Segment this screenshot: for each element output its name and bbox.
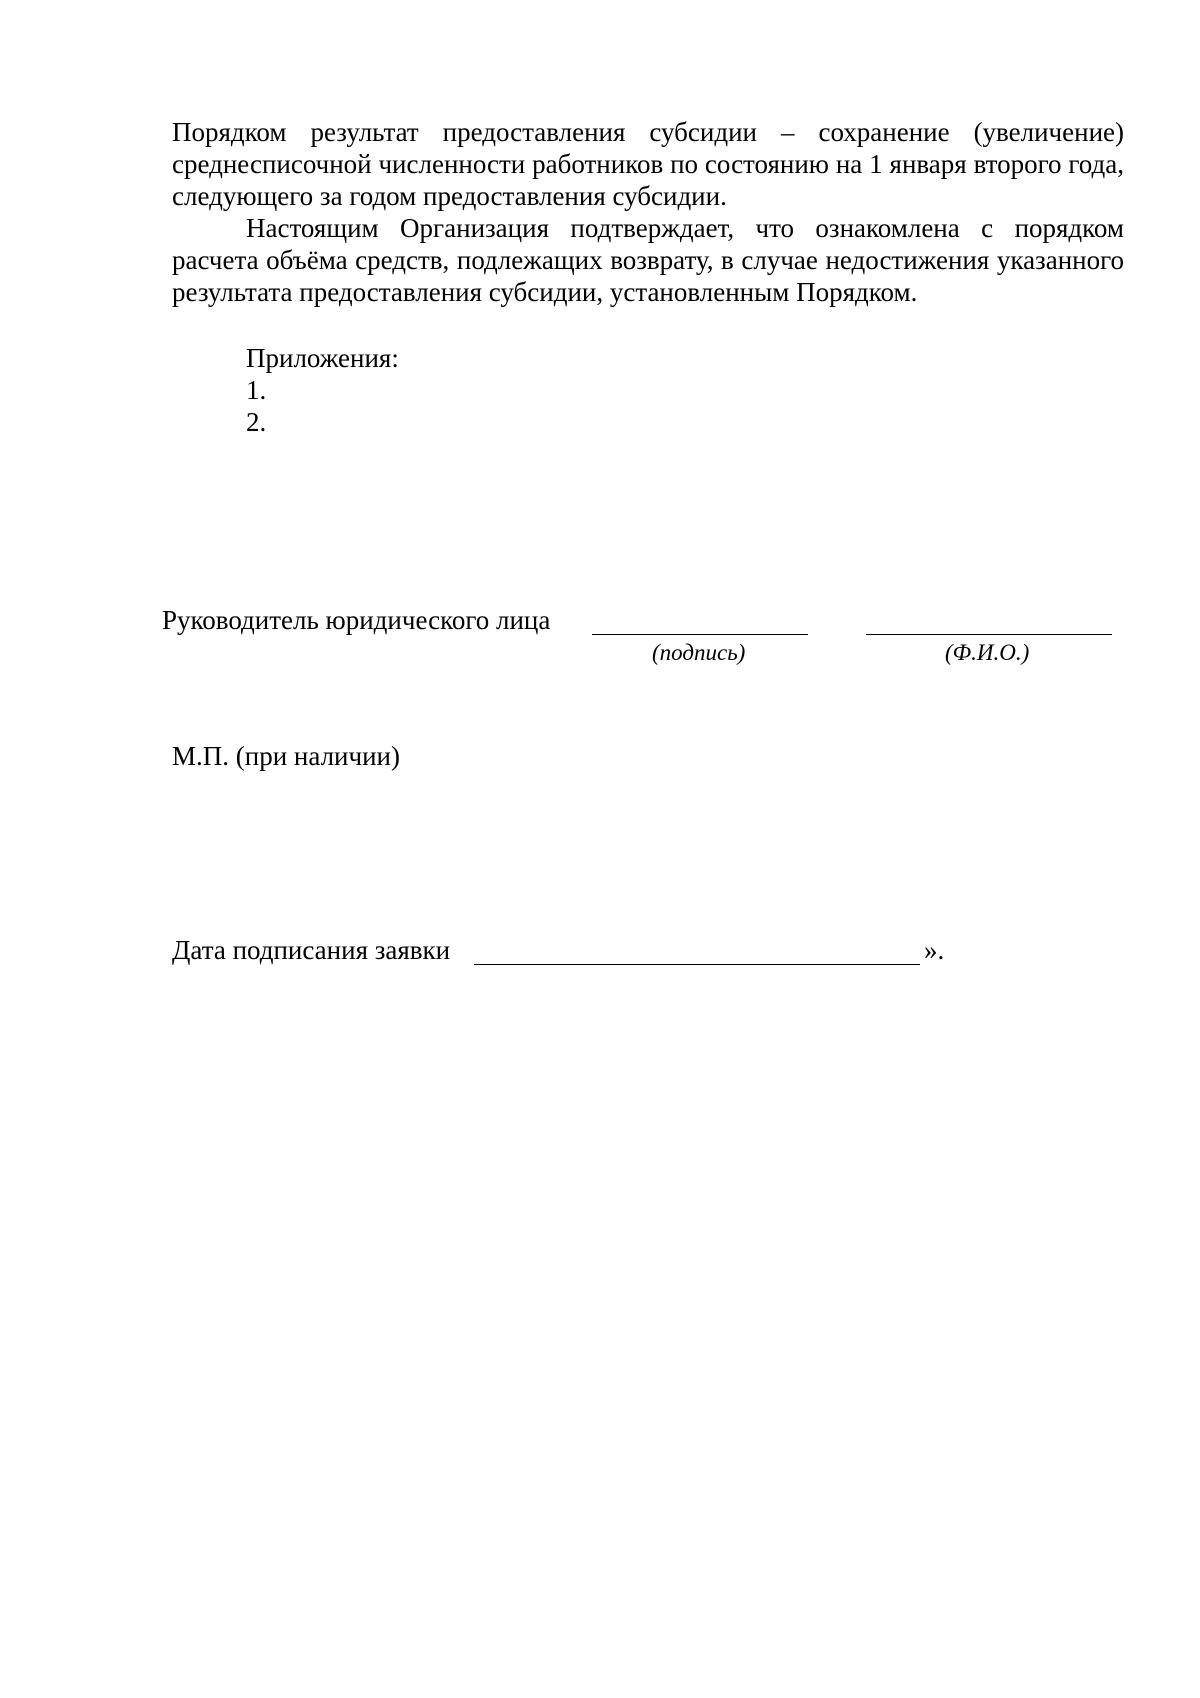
stamp-note: М.П. (при наличии) [172, 741, 400, 771]
signing-date-suffix: ». [924, 935, 945, 965]
paragraph-confirmation: Настоящим Организация подтверждает, что ознакомлена с порядком расчета объёма средств, подлежащих возврату, в случае недостижения указанного результата предоставления субсидии, установленным Порядком. [172, 213, 1124, 307]
signing-date-block [172, 934, 972, 974]
attachments-section [246, 342, 399, 438]
signing-date-line [474, 964, 920, 965]
fio-caption: (Ф.И.О.) [945, 640, 1030, 665]
signer-label: Руководитель юридического лица [162, 605, 551, 635]
fio-line [866, 634, 1112, 635]
attachment-item: 1. [246, 375, 267, 405]
signing-date-label: Дата подписания заявки [172, 935, 451, 965]
signature-caption: (подпись) [652, 640, 746, 665]
paragraph-result: Порядком результат предоставления субсидии – сохранение (увеличение) среднесписочной численности работников по состоянию на 1 января второго года, следующего за годом предоставления субсидии. [172, 117, 1124, 211]
attachment-item: 2. [246, 407, 267, 437]
signature-block [162, 604, 1122, 674]
attachments-heading: Приложения: [246, 343, 399, 373]
signature-line [592, 634, 808, 635]
